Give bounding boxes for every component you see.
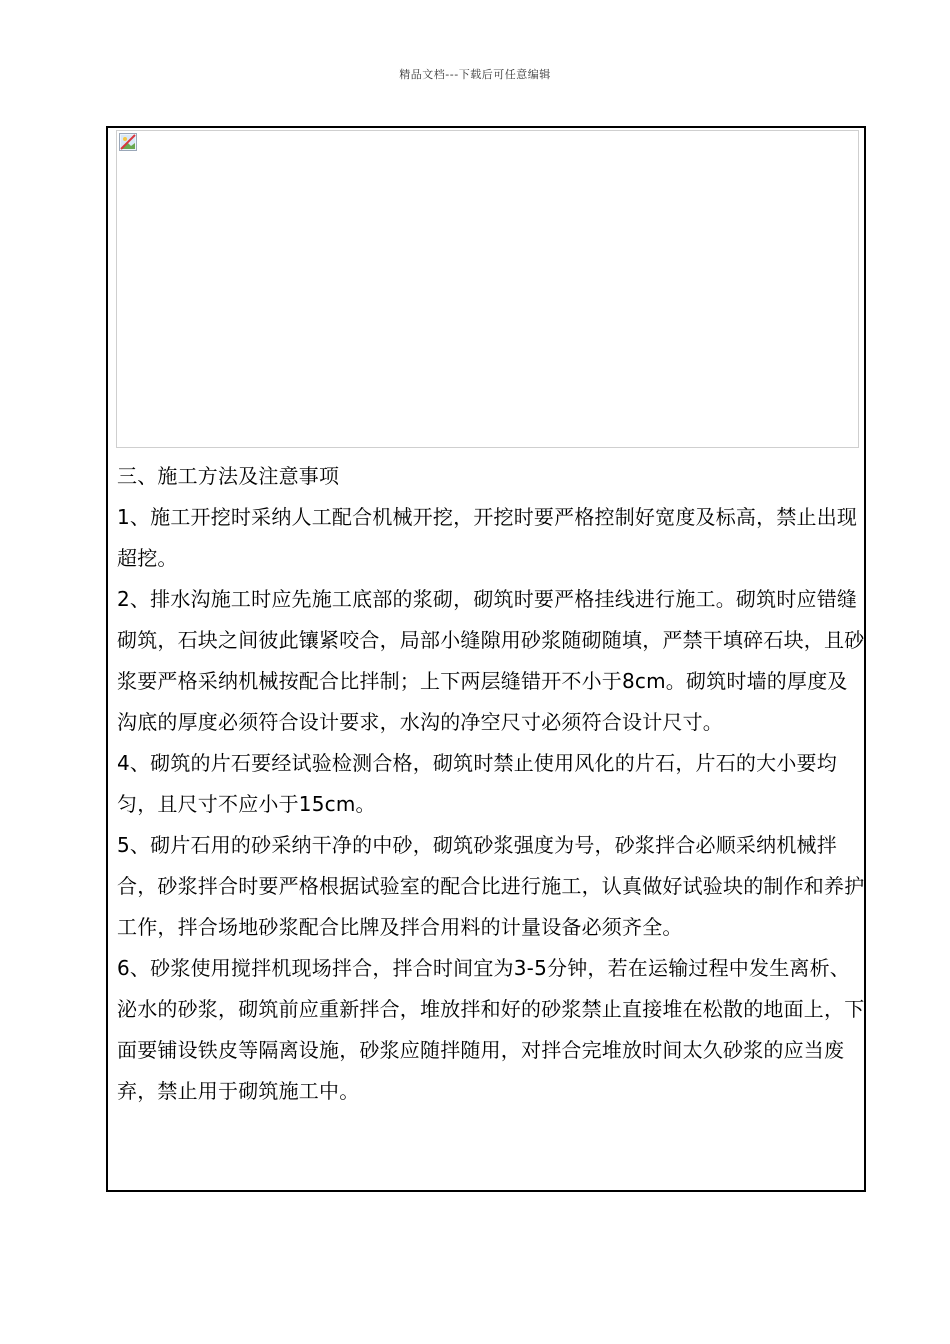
page-header: 精品文档---下载后可任意编辑 [399,68,551,81]
construction-notes [117,456,865,1112]
paragraph-5: 5、砌片石用的砂采纳干净的中砂，砌筑砂浆强度为号，砂浆拌合必顺采纳机械拌合，砂浆拌合时要严格根据试验室的配合比进行施工，认真做好试验块的制作和养护工作，拌合场地砂浆配合比牌及拌合用料的计量设备必须齐全。 [117,833,865,939]
paragraph-6: 6、砂浆使用搅拌机现场拌合，拌合时间宜为3-5分钟，若在运输过程中发生离析、泌水的砂浆，砌筑前应重新拌合，堆放拌和好的砂浆禁止直接堆在松散的地面上，下面要铺设铁皮等隔离设施，砂浆应随拌随用，对拌合完堆放时间太久砂浆的应当废弃，禁止用于砌筑施工中。 [117,956,865,1103]
paragraph-4: 4、砌筑的片石要经试验检测合格，砌筑时禁止使用风化的片石，片石的大小要均匀，且尺寸不应小于15cm。 [117,751,837,816]
broken-image-icon [119,133,137,151]
paragraph-1: 1、施工开挖时采纳人工配合机械开挖，开挖时要严格控制好宽度及标高，禁止出现超挖。 [117,505,858,570]
image-placeholder [116,130,859,448]
section-heading: 三、施工方法及注意事项 [117,464,340,488]
paragraph-2: 2、排水沟施工时应先施工底部的浆砌，砌筑时要严格挂线进行施工。砌筑时应错缝砌筑，石块之间彼此镶紧咬合，局部小缝隙用砂浆随砌随填，严禁干填碎石块，且砂浆要严格采纳机械按配合比拌制；上下两层缝错开不小于8cm。砌筑时墙的厚度及沟底的厚度必须符合设计要求，水沟的净空尺寸必须符合设计尺寸。 [117,587,865,734]
document-table-cell [106,126,866,1192]
